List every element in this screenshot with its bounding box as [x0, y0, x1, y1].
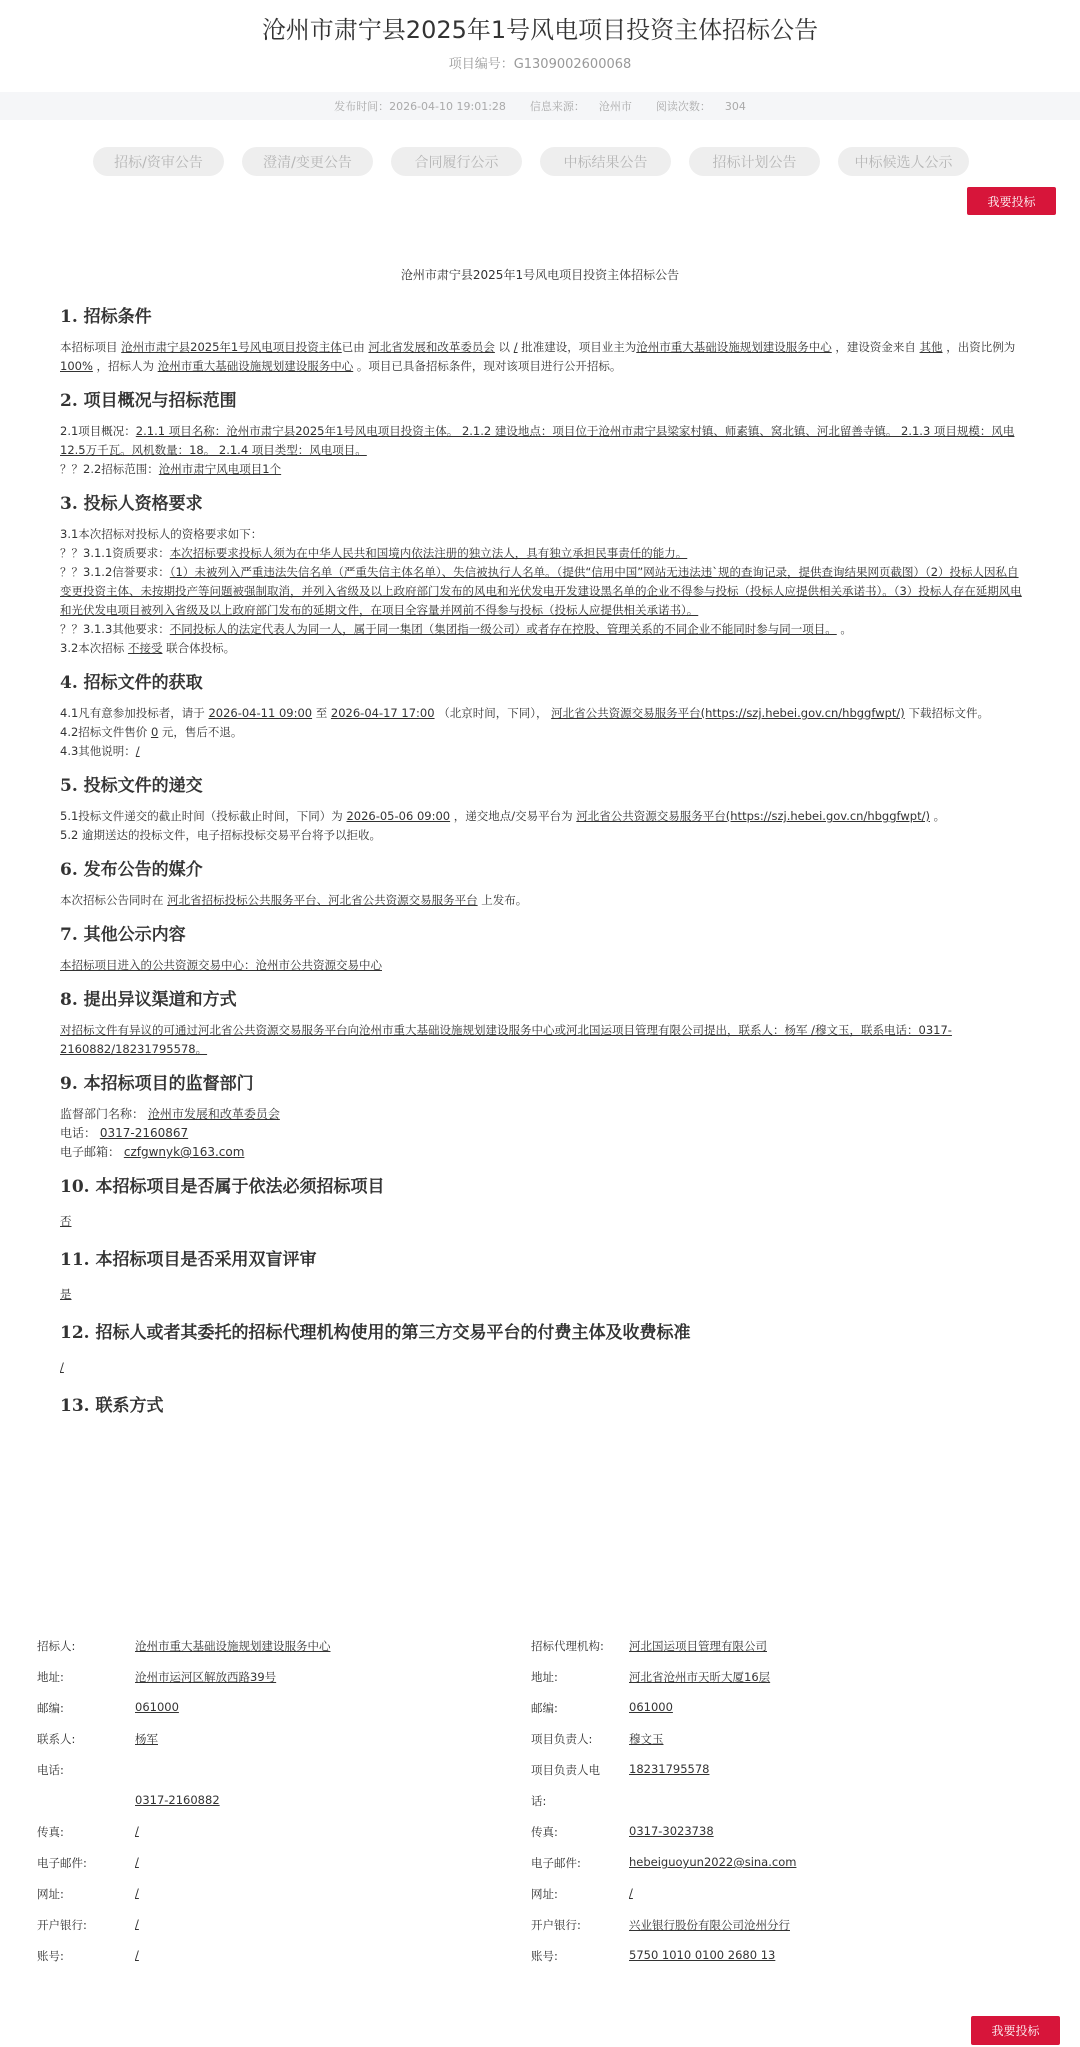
- bid-button-top[interactable]: 我要投标: [967, 187, 1056, 215]
- section-heading: 10. 本招标项目是否属于依法必须招标项目: [60, 1177, 385, 1197]
- contact-label: 传真:: [531, 1825, 558, 1839]
- contact-value: hebeiguoyun2022@sina.com: [629, 1855, 797, 1869]
- contact-label: 传真:: [37, 1825, 64, 1839]
- section-1-text: 本招标项目 沧州市肃宁县2025年1号风电项目投资主体已由 河北省发展和改革委员会 以 / 批准建设，项目业主为沧州市重大基础设施规划建设服务中心 ，建设资金来自 其他 ，出资比例为 100% ，招标人为 沧州市重大基础设施规划建设服务中心 。项目已具备招标条件，现对该项目进行公开招标。: [60, 340, 1016, 373]
- publish-time: 发布时间：2026-04-10 19:01:28: [334, 100, 506, 113]
- contact-label: 招标人:: [37, 1639, 76, 1653]
- contact-value: 沧州市重大基础设施规划建设服务中心: [135, 1639, 331, 1653]
- contact-label: 招标代理机构:: [531, 1639, 604, 1653]
- page-title: 沧州市肃宁县2025年1号风电项目投资主体招标公告: [261, 16, 819, 44]
- contact-value: /: [135, 1948, 139, 1962]
- section-heading: 13. 联系方式: [60, 1396, 164, 1416]
- contact-label: 项目负责人:: [531, 1732, 593, 1746]
- section-heading: 6. 发布公告的媒介: [60, 860, 203, 880]
- contact-label: 地址:: [37, 1670, 64, 1684]
- platform-link[interactable]: 河北省公共资源交易服务平台(https://szj.hebei.gov.cn/hbggfwpt/): [551, 706, 905, 720]
- tab-bid-plan[interactable]: 招标计划公告: [689, 147, 820, 176]
- section-2-text: 2.1项目概况：2.1.1 项目名称：沧州市肃宁县2025年1号风电项目投资主体。 2.1.2 建设地点：项目位于沧州市肃宁县梁家村镇、师素镇、窝北镇、河北留善寺镇。 2.1.3 项目规模：风电12.5万千瓦。风机数量：18。 2.1.4 项目类型：风电项目。 ？？2.2招标范围：沧州市肃宁风电项目1个: [60, 424, 1015, 476]
- contact-label: 账号:: [37, 1949, 64, 1963]
- section-heading: 2. 项目概况与招标范围: [60, 391, 237, 411]
- section-heading: 9. 本招标项目的监督部门: [60, 1074, 254, 1094]
- contact-value: 兴业银行股份有限公司沧州分行: [629, 1918, 790, 1932]
- contact-label: 网址:: [531, 1887, 558, 1901]
- contact-value: 穆文玉: [629, 1732, 664, 1746]
- contact-value: 5750 1010 0100 2680 13: [629, 1948, 776, 1962]
- section-heading: 7. 其他公示内容: [60, 925, 186, 945]
- contact-label: 账号:: [531, 1949, 558, 1963]
- view-count: 阅读次数： 304: [655, 100, 746, 113]
- contact-label: 地址:: [531, 1670, 558, 1684]
- section-3-text: 3.1本次招标对投标人的资格要求如下： ？？3.1.1资质要求：本次招标要求投标人须为在中华人民共和国境内依法注册的独立法人，具有独立承担民事责任的能力。 ？？3.1.2信誉要求：（1）未被列入严重违法失信名单（严重失信主体名单）、失信被执行人名单。（提供“信用中国”网站无违法违`规的查询记录，提供查询结果网页截图）（2）投标人因私自变更投资主体、未按期投产等问题被强制取消，并列入省级及以上政府部门发布的风电和光伏发电开发建设黑名单的企业不得参与投标（投标人应提供相关承诺书）。（3）投标人存在延期风电和光伏发电项目被列入省级及以上政府部门发布的延期文件，在项目全容量并网前不得参与投标（投标人应提供相关承诺书）。 ？？3.1.3其他要求：不同投标人的法定代表人为同一人，属于同一集团（集团指一级公司）或者存在控股、管理关系的不同企业不能同时参与同一项目。 。 3.2本次招标 不接受 联合体投标。: [60, 527, 1022, 655]
- info-source: 信息来源： 沧州市: [529, 100, 632, 113]
- contact-value: /: [135, 1886, 139, 1900]
- section-10-text: 否: [60, 1214, 72, 1228]
- contact-value: 061000: [135, 1700, 179, 1714]
- contact-label: 开户银行:: [37, 1918, 87, 1932]
- contact-label: 网址:: [37, 1887, 64, 1901]
- section-11-text: 是: [60, 1287, 72, 1301]
- tab-contract-performance[interactable]: 合同履行公示: [391, 147, 522, 176]
- tab-bid-notice[interactable]: 招标/资审公告: [93, 147, 224, 176]
- section-8-text: 对招标文件有异议的可通过河北省公共资源交易服务平台向沧州市重大基础设施规划建设服务中心或河北国运项目管理有限公司提出，联系人：杨军 /穆文玉，联系电话：0317-2160882/18231795578。: [60, 1023, 952, 1056]
- section-7-text: 本招标项目进入的公共资源交易中心：沧州市公共资源交易中心: [60, 958, 382, 972]
- contact-value: 0317-3023738: [629, 1824, 714, 1838]
- contact-value: 河北省沧州市天昕大厦16层: [629, 1670, 771, 1684]
- contact-value: /: [629, 1886, 633, 1900]
- contact-value: 18231795578: [629, 1762, 710, 1776]
- section-12-text: /: [60, 1360, 64, 1374]
- document-title: 沧州市肃宁县2025年1号风电项目投资主体招标公告: [400, 268, 680, 282]
- section-heading: 11. 本招标项目是否采用双盲评审: [60, 1250, 317, 1270]
- section-heading: 5. 投标文件的递交: [60, 776, 203, 796]
- section-9-text: 监督部门名称： 沧州市发展和改革委员会 电话： 0317-2160867 电子邮箱： czfgwnyk@163.com: [60, 1107, 280, 1159]
- section-heading: 4. 招标文件的获取: [60, 673, 203, 693]
- section-4-text: 4.1凡有意参加投标者，请于 2026-04-11 09:00 至 2026-04-17 17:00 （北京时间，下同）， 河北省公共资源交易服务平台(https://szj.hebei.gov.cn/hbggfwpt/) 下载招标文件。 4.2招标文件售价 0 元，售后不退。 4.3其他说明：/: [60, 706, 989, 758]
- contact-value: 沧州市运河区解放西路39号: [135, 1670, 277, 1684]
- bid-button-bottom[interactable]: 我要投标: [971, 2016, 1060, 2045]
- contact-label: 项目负责人电: [531, 1763, 600, 1777]
- contact-label: 联系人:: [37, 1732, 76, 1746]
- contact-label: 电话:: [37, 1763, 64, 1777]
- contact-label: 开户银行:: [531, 1918, 581, 1932]
- tab-clarification[interactable]: 澄清/变更公告: [242, 147, 373, 176]
- contact-label: 电子邮件:: [531, 1856, 581, 1870]
- contact-value: 河北国运项目管理有限公司: [629, 1639, 767, 1653]
- section-5-text: 5.1投标文件递交的截止时间（投标截止时间，下同）为 2026-05-06 09:00 ，递交地点/交易平台为 河北省公共资源交易服务平台(https://szj.hebei.gov.cn/hbggfwpt/) 。 5.2 逾期送达的投标文件，电子招标投标交易平台将予以拒收。: [60, 809, 946, 842]
- contact-label: 电子邮件:: [37, 1856, 87, 1870]
- contact-label: 邮编:: [531, 1701, 558, 1715]
- notice-tabs: [93, 147, 969, 176]
- contact-label: 话:: [531, 1794, 547, 1808]
- section-heading: 12. 招标人或者其委托的招标代理机构使用的第三方交易平台的付费主体及收费标准: [60, 1323, 691, 1343]
- info-bar: [0, 92, 1080, 120]
- section-6-text: 本次招标公告同时在 河北省招标投标公共服务平台、河北省公共资源交易服务平台 上发布。: [60, 893, 528, 907]
- contact-value: 0317-2160882: [135, 1793, 220, 1807]
- contact-value: /: [135, 1824, 139, 1838]
- contact-value: /: [135, 1855, 139, 1869]
- notice-content: [60, 302, 1025, 1421]
- section-heading: 3. 投标人资格要求: [60, 494, 203, 514]
- contact-value: 061000: [629, 1700, 673, 1714]
- platform-link[interactable]: 河北省公共资源交易服务平台(https://szj.hebei.gov.cn/hbggfwpt/): [576, 809, 930, 823]
- tab-award-result[interactable]: 中标结果公告: [540, 147, 671, 176]
- contact-value: 杨军: [135, 1732, 158, 1746]
- project-number: 项目编号：G1309002600068: [448, 57, 632, 72]
- contact-value: /: [135, 1917, 139, 1931]
- section-heading: 8. 提出异议渠道和方式: [60, 990, 237, 1010]
- section-heading: 1. 招标条件: [60, 307, 152, 327]
- contact-label: 邮编:: [37, 1701, 64, 1715]
- tab-candidates[interactable]: 中标候选人公示: [838, 147, 969, 176]
